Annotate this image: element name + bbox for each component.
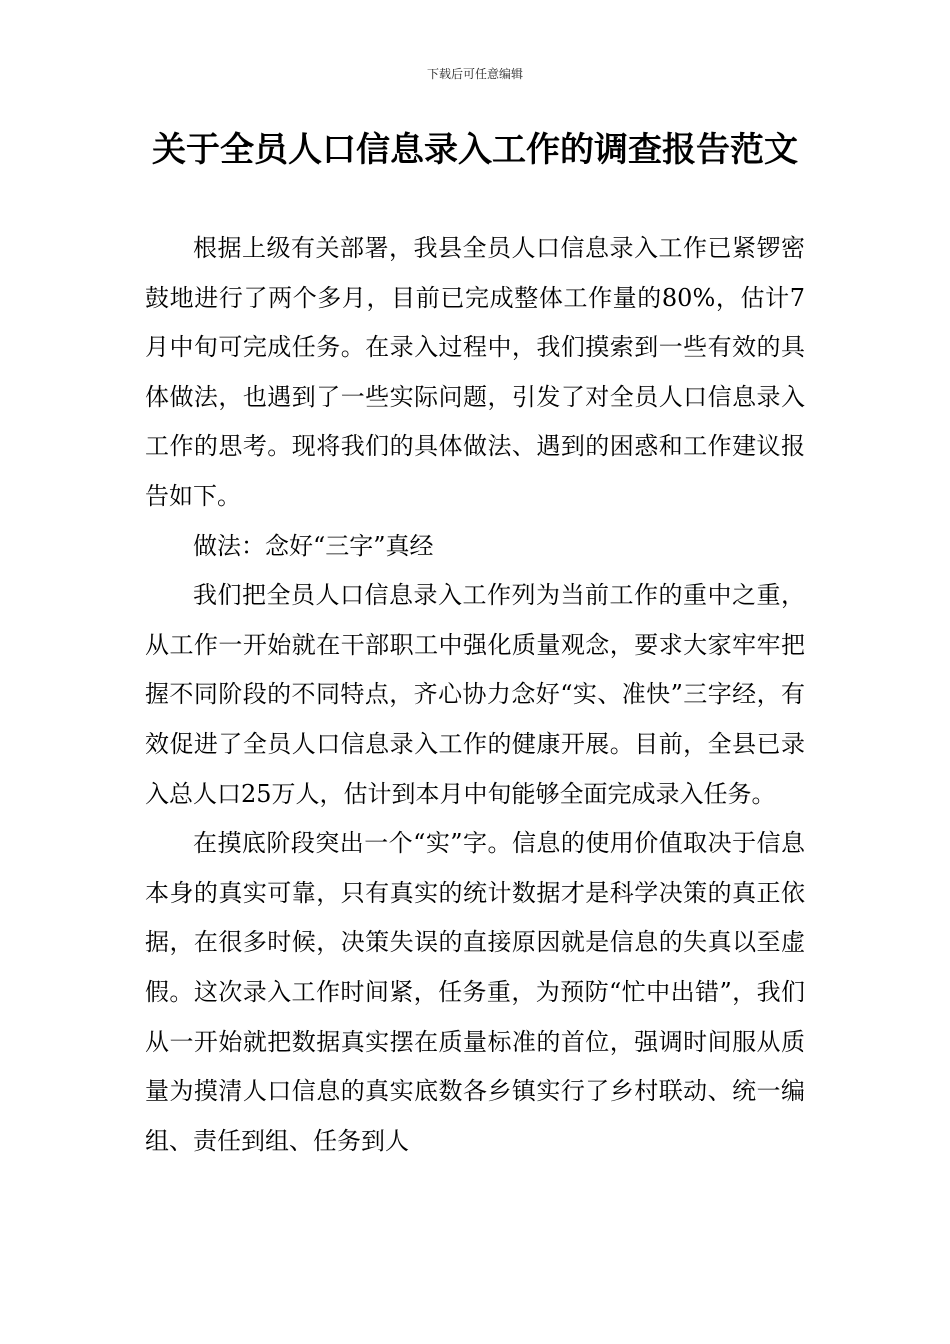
paragraph-intro: 根据上级有关部署，我县全员人口信息录入工作已紧锣密鼓地进行了两个多月，目前已完成整体工作量的80%，估计7月中旬可完成任务。在录入过程中，我们摸索到一些有效的具体做法，也遇到了一些实际问题，引发了对全员人口信息录入工作的思考。现将我们的具体做法、遇到的困惑和工作建议报告如下。 [145, 234, 805, 510]
paragraph-overview: 我们把全员人口信息录入工作列为当前工作的重中之重，从工作一开始就在干部职工中强化质量观念，要求大家牢牢把握不同阶段的不同特点，齐心协力念好“实、准快”三字经，有效促进了全员人口信息录入工作的健康开展。目前，全县已录入总人口25万人，估计到本月中旬能够全面完成录入任务。 [145, 581, 805, 808]
page-header: 下载后可任意编辑 [426, 67, 523, 81]
document-title: 关于全员人口信息录入工作的调查报告范文 [152, 130, 798, 170]
paragraph-survey-stage: 在摸底阶段突出一个“实”字。信息的使用价值取决于信息本身的真实可靠，只有真实的统计数据才是科学决策的真正依据，在很多时候，决策失误的直接原因就是信息的失真以至虚假。这次录入工作时间紧，任务重，为预防“忙中出错”，我们从一开始就把数据真实摆在质量标准的首位，强调时间服从质量为摸清人口信息的真实底数各乡镇实行了乡村联动、统一编组、责任到组、任务到人 [145, 829, 805, 1155]
document-body [145, 224, 805, 1166]
section-heading: 做法：念好“三字”真经 [193, 531, 434, 560]
